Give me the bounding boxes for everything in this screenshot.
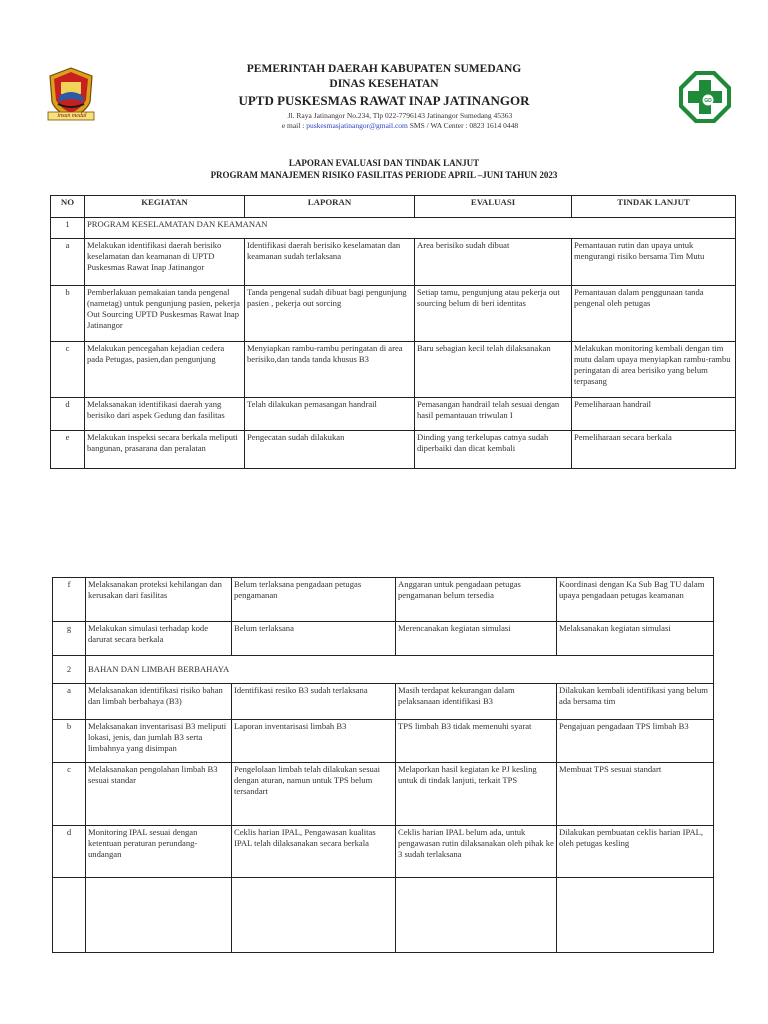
cell-evaluasi: Baru sebagian kecil telah dilaksanakan — [415, 342, 572, 398]
email-prefix: e mail : — [281, 121, 305, 130]
cell-kegiatan: Melaksanakan identifikasi daerah yang berisiko dari aspek Gedung dan fasilitas — [85, 398, 245, 431]
row-no: a — [51, 239, 85, 286]
row-no: d — [51, 398, 85, 431]
puskesmas-logo — [678, 70, 732, 124]
empty-cell — [86, 878, 232, 953]
table-header-row — [51, 196, 736, 218]
cell-laporan: Identifikasi resiko B3 sudah terlaksana — [232, 684, 396, 720]
report-subtitle: PROGRAM MANAJEMEN RISIKO FASILITAS PERIODE APRIL –JUNI TAHUN 2023 — [210, 170, 558, 180]
report-title: LAPORAN EVALUASI DAN TINDAK LANJUT — [288, 158, 480, 168]
sms-center: SMS / WA Center : 0823 1614 0448 — [409, 121, 519, 130]
cell-tindak-lanjut: Pemantauan dalam penggunaan tanda pengenal oleh petugas — [572, 286, 736, 342]
table-row — [51, 431, 736, 469]
logo-gd-text: GD — [704, 98, 712, 104]
cell-evaluasi: Ceklis harian IPAL belum ada, untuk pengawasan rutin dilaksanakan oleh pihak ke 3 sudah terlaksana — [396, 826, 557, 878]
cell-evaluasi: Melaporkan hasil kegiatan ke PJ kesling untuk di tindak lanjuti, terkait TPS — [396, 763, 557, 826]
cell-evaluasi: Merencanakan kegiatan simulasi — [396, 622, 557, 656]
cell-laporan: Telah dilakukan pemasangan handrail — [245, 398, 415, 431]
section-number: 1 — [51, 218, 85, 239]
row-no: b — [53, 720, 86, 763]
empty-cell — [557, 878, 714, 953]
cell-evaluasi: Pemasangan handrail telah sesuai dengan hasil pemantauan triwulan I — [415, 398, 572, 431]
header-contact — [230, 121, 570, 130]
cell-laporan: Belum terlaksana pengadaan petugas pengamanan — [232, 578, 396, 622]
header-government: PEMERINTAH DAERAH KABUPATEN SUMEDANG — [246, 63, 522, 75]
row-no: e — [51, 431, 85, 469]
cell-tindak-lanjut: Pengajuan pengadaan TPS limbah B3 — [557, 720, 714, 763]
table-row — [53, 826, 714, 878]
header-institution: UPTD PUSKESMAS RAWAT INAP JATINANGOR — [238, 93, 530, 108]
row-no: b — [51, 286, 85, 342]
cell-kegiatan: Melakukan simulasi terhadap kode darurat secara berkala — [86, 622, 232, 656]
header-agency: DINAS KESEHATAN — [329, 78, 439, 90]
empty-cell — [53, 878, 86, 953]
empty-table-row — [53, 878, 714, 953]
cell-tindak-lanjut: Dilakukan kembali identifikasi yang belum ada bersama tim — [557, 684, 714, 720]
col-header-tindak-lanjut: TINDAK LANJUT — [572, 196, 736, 218]
risk-table-page2 — [52, 577, 714, 953]
cell-laporan: Ceklis harian IPAL, Pengawasan kualitas IPAL telah dilaksanakan secara berkala — [232, 826, 396, 878]
header-address: Jl. Raya Jatinangor No.234, Tlp 022-7796143 Jatinangor Sumedang 45363 — [287, 111, 513, 120]
table-row — [53, 763, 714, 826]
cell-kegiatan: Melakukan pencegahan kejadian cedera pada Petugas, pasien,dan pengunjung — [85, 342, 245, 398]
cell-kegiatan: Melakukan inspeksi secara berkala meliputi bangunan, prasarana dan peralatan — [85, 431, 245, 469]
section-row — [53, 656, 714, 684]
cell-laporan: Menyiapkan rambu-rambu peringatan di area berisiko,dan tanda tanda khusus B3 — [245, 342, 415, 398]
cell-tindak-lanjut: Pemantauan rutin dan upaya untuk mengurangi risiko bersama Tim Mutu — [572, 239, 736, 286]
cell-kegiatan: Melaksanakan proteksi kehilangan dan kerusakan dari fasilitas — [86, 578, 232, 622]
cell-evaluasi: Anggaran untuk pengadaan petugas pengamanan belum tersedia — [396, 578, 557, 622]
table-row — [51, 342, 736, 398]
table-row — [53, 684, 714, 720]
cell-laporan: Laporan inventarisasi limbah B3 — [232, 720, 396, 763]
cell-tindak-lanjut: Pemeliharaan handrail — [572, 398, 736, 431]
row-no: f — [53, 578, 86, 622]
cell-evaluasi: Setiap tamu, pengunjung atau pekerja out sourcing belum di beri identitas — [415, 286, 572, 342]
cell-laporan: Pengecatan sudah dilakukan — [245, 431, 415, 469]
cell-laporan: Tanda pengenal sudah dibuat bagi pengunjung pasien , pekerja out sorcing — [245, 286, 415, 342]
cell-evaluasi: TPS limbah B3 tidak memenuhi syarat — [396, 720, 557, 763]
cell-tindak-lanjut: Melaksanakan kegiatan simulasi — [557, 622, 714, 656]
section-title: PROGRAM KESELAMATAN DAN KEAMANAN — [85, 218, 736, 239]
empty-cell — [232, 878, 396, 953]
table-row — [51, 398, 736, 431]
row-no: a — [53, 684, 86, 720]
cell-kegiatan: Pemberlakuan pemakaian tanda pengenal (nametag) untuk pengunjung pasien, pekerja Out Sourcing UPTD Puskesmas Rawat Inap Jatinangor — [85, 286, 245, 342]
cell-kegiatan: Monitoring IPAL sesuai dengan ketentuan peraturan perundang-undangan — [86, 826, 232, 878]
empty-cell — [396, 878, 557, 953]
row-no: c — [53, 763, 86, 826]
cell-laporan: Identifikasi daerah berisiko keselamatan dan keamanan sudah terlaksana — [245, 239, 415, 286]
col-header-laporan: LAPORAN — [245, 196, 415, 218]
col-header-kegiatan: KEGIATAN — [85, 196, 245, 218]
risk-table-page1 — [50, 195, 736, 469]
col-header-no: NO — [51, 196, 85, 218]
cell-laporan: Pengelolaan limbah telah dilakukan sesuai dengan aturan, namun untuk TPS belum tersandart — [232, 763, 396, 826]
cell-tindak-lanjut: Dilakukan pembuatan ceklis harian IPAL, oleh petugas kesling — [557, 826, 714, 878]
cell-kegiatan: Melakukan identifikasi daerah berisiko keselamatan dan keamanan di UPTD Puskesmas Rawat Inap Jatinangor — [85, 239, 245, 286]
table-row — [51, 239, 736, 286]
row-no: d — [53, 826, 86, 878]
section-row — [51, 218, 736, 239]
cell-evaluasi: Area berisiko sudah dibuat — [415, 239, 572, 286]
row-no: c — [51, 342, 85, 398]
section-title: BAHAN DAN LIMBAH BERBAHAYA — [86, 656, 714, 684]
table-row — [51, 286, 736, 342]
table-row — [53, 622, 714, 656]
section-number: 2 — [53, 656, 86, 684]
cell-tindak-lanjut: Melakukan monitoring kembali dengan tim mutu dalam upaya menyiapkan rambu-rambu peringatan di area berisiko yang belum terpasang — [572, 342, 736, 398]
cell-tindak-lanjut: Koordinasi dengan Ka Sub Bag TU dalam upaya pengadaan petugas keamanan — [557, 578, 714, 622]
email-link[interactable]: puskesmasjatinangor@gmail.com — [306, 121, 408, 130]
cell-tindak-lanjut: Membuat TPS sesuai standart — [557, 763, 714, 826]
table-row — [53, 578, 714, 622]
col-header-evaluasi: EVALUASI — [415, 196, 572, 218]
row-no: g — [53, 622, 86, 656]
cell-tindak-lanjut: Pemeliharaan secara berkala — [572, 431, 736, 469]
cell-evaluasi: Masih terdapat kekurangan dalam pelaksanaan identifikasi B3 — [396, 684, 557, 720]
cell-laporan: Belum terlaksana — [232, 622, 396, 656]
logo-motto: insun medal — [57, 113, 87, 119]
table-row — [53, 720, 714, 763]
cell-kegiatan: Melaksanakan inventarisasi B3 meliputi lokasi, jenis, dan jumlah B3 serta limbahnya yang disimpan — [86, 720, 232, 763]
cell-evaluasi: Dinding yang terkelupas catnya sudah diperbaiki dan dicat kembali — [415, 431, 572, 469]
cell-kegiatan: Melaksanakan pengolahan limbah B3 sesuai standar — [86, 763, 232, 826]
cell-kegiatan: Melaksanakan identifikasi risiko bahan dan limbah berbahaya (B3) — [86, 684, 232, 720]
